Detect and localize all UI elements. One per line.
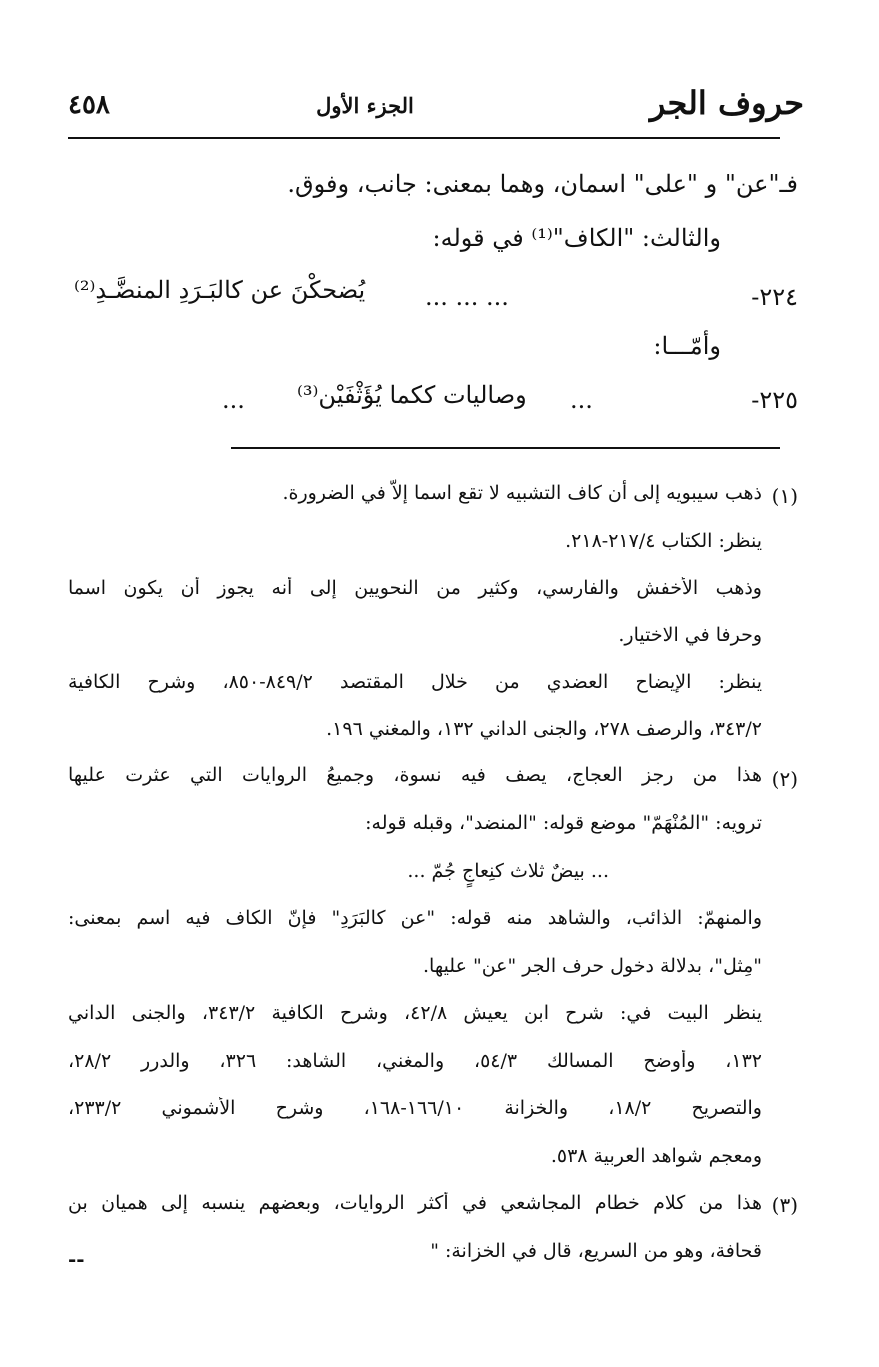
- verse-225-dots-left: ...: [222, 386, 245, 414]
- footnote-1-line-1: ذهب سيبويه إلى أن كاف التشبيه لا تقع اسما إلاّ في الضرورة.: [282, 482, 762, 504]
- footnote-separator: [231, 447, 780, 449]
- part-label: الجزء الأول: [316, 93, 414, 118]
- footnote-2-line-2: ترويه: "المُنْهَمّ" موضع قوله: "المنضد"، وقبله قوله:: [365, 812, 762, 834]
- body-line-2: والثالث: "الكاف"⁽¹⁾ في قوله:: [432, 224, 721, 252]
- footnote-1-line-5: ينظر: الإيضاح العضدي من خلال المقتصد ٨٤٩/٢-٨٥٠، وشرح الكافية: [68, 671, 762, 693]
- verse-224-number: ٢٢٤-: [751, 283, 798, 311]
- verse-225-dots-mid: ...: [570, 386, 593, 414]
- footnote-2-line-6: ينظر البيت في: شرح ابن يعيش ٤٢/٨، وشرح الكافية ٣٤٣/٢، والجنى الداني: [68, 1002, 762, 1024]
- footnote-2-marker: (٢): [771, 767, 798, 791]
- footnote-2-verse: ... بيضٌ ثلاث كنِعاجٍ جُمّ ...: [407, 860, 609, 882]
- footnote-1-line-2: ينظر: الكتاب ٢١٧/٤-٢١٨.: [565, 530, 762, 552]
- footnote-2-line-9: ومعجم شواهد العربية ٥٣٨.: [550, 1145, 762, 1167]
- footnote-3-line-2: قحافة، وهو من السريع، قال في الخزانة: ": [430, 1240, 762, 1262]
- footnote-2-line-8: والتصريح ١٨/٢، والخزانة ١٦٦/١٠-١٦٨، وشرح الأشموني ٢٣٣/٢،: [68, 1097, 762, 1119]
- footnote-2-line-7: ١٣٢، وأوضح المسالك ٥٤/٣، والمغني، الشاهد: ٣٢٦، والدرر ٢٨/٢،: [68, 1050, 762, 1072]
- body-line-wa-amma: وأمّـــا:: [653, 332, 721, 360]
- footnote-1-line-4: وحرفا في الاختيار.: [618, 624, 762, 646]
- header-rule: [68, 137, 780, 139]
- verse-225-number: ٢٢٥-: [751, 386, 798, 414]
- body-line-1: فـ"عن" و "على" اسمان، وهما بمعنى: جانب، وفوق.: [287, 170, 798, 198]
- footnote-1-line-3: وذهب الأخفش والفارسي، وكثير من النحويين إلى أنه يجوز أن يكون اسما: [68, 577, 762, 599]
- verse-224-dots: ... ... ...: [425, 283, 509, 311]
- chapter-title: حروف الجر: [649, 84, 804, 122]
- verse-225-text: وصاليات ككما يُؤَثْفَيْن⁽³⁾: [297, 381, 527, 409]
- footnote-2-line-4: والمنهمّ: الذائب، والشاهد منه قوله: "عن كالبَرَدِ" فإنّ الكاف فيه اسم بمعنى:: [68, 907, 762, 929]
- footnote-3-line-1: هذا من كلام خطام المجاشعي في أكثر الروايات، وبعضهم ينسبه إلى هميان بن: [68, 1192, 762, 1214]
- footnote-2-line-1: هذا من رجز العجاج، يصف فيه نسوة، وجميعُ الروايات التي عثرت عليها: [68, 764, 762, 786]
- footnote-3-marker: (٣): [771, 1193, 798, 1217]
- footnote-1-marker: (١): [771, 484, 798, 508]
- footnote-1-line-6: ٣٤٣/٢، والرصف ٢٧٨، والجنى الداني ١٣٢، والمغني ١٩٦.: [326, 718, 762, 740]
- verse-224-text: يُضحكْنَ عن كالبَـرَدِ المنضَّـدِ⁽²⁾: [74, 276, 366, 304]
- footnote-2-line-5: "مِثل"، بدلالة دخول حرف الجر "عن" عليها.: [422, 955, 762, 977]
- page-number: ٤٥٨: [68, 90, 110, 120]
- continuation-mark: --: [68, 1247, 85, 1271]
